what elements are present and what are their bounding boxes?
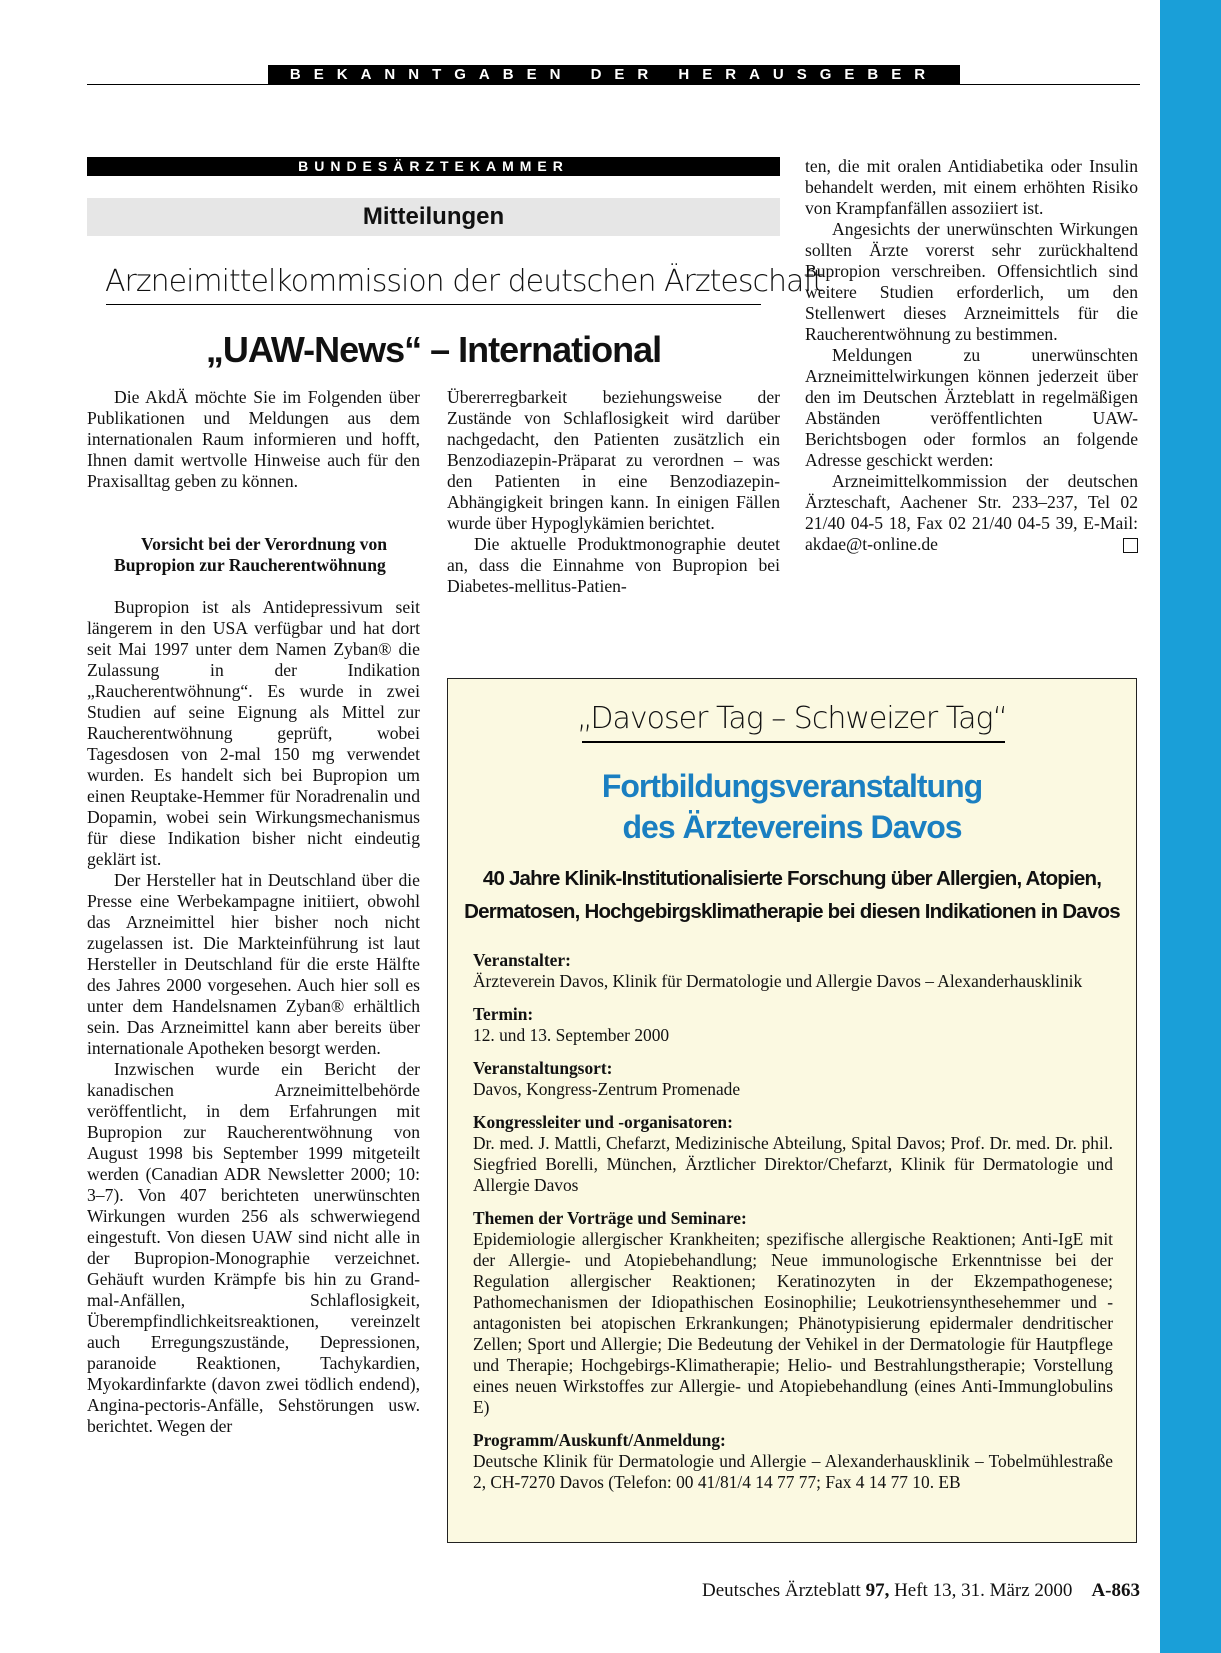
davos-subheadline-line-2: Dermatosen, Hochgebirgsklimatherapie bei diesen Indikationen in Davos <box>464 900 1120 923</box>
davos-subheadline <box>447 862 1137 928</box>
info-text: Davos, Kongress-Zentrum Promenade <box>473 1079 741 1099</box>
article-paragraph-3: Inzwischen wurde ein Bericht der kanadischen Arzneimittelbehörde veröffentlicht, in dem Erfahrungen mit Bupropion zur Raucherentwöhnung von August 1998 bis September 1999 mitgeteilt werden (Canadian ADR Newsletter 2000; 10: 3–7). Von 407 berichteten unerwünschten Wirkungen wurden 256 als schwerwiegend eingestuft. Von diesen UAW sind nicht alle in der Bupropion-Monographie verzeichnet. Gehäuft wurden Krämpfe bis hin zu Grand-mal-Anfällen, Schlaflosigkeit, Überempfindlichkeitsreaktionen, vereinzelt auch Erregungszustände, Depressionen, paranoide Reaktionen, Tachykardien, Myokardinfarkte (davon zwei tödlich endend), Angina-pectoris-Anfälle, Sehstörungen usw. berichtet. Wegen der <box>87 1059 420 1436</box>
article-subhead: Vorsicht bei der Verordnung von Bupropion zur Raucherentwöhnung <box>114 534 388 575</box>
article-paragraph-8: Meldungen zu unerwünschten Arzneimittelwirkungen können jederzeit über den im Deutschen Ärzteblatt in regelmäßigen Abständen veröffentlichten UAW-Berichtsbogen oder formlos an folgende Adresse geschickt werden: <box>805 345 1138 470</box>
article-column-1 <box>87 387 420 1437</box>
davos-headline-line-2: des Ärztevereins Davos <box>622 809 962 845</box>
davos-subheadline-line-1: 40 Jahre Klinik-Institutionalisierte Forschung über Allergien, Atopien, <box>482 867 1102 890</box>
mitteilungen-heading: Mitteilungen <box>87 198 780 236</box>
footer-page-number: A-863 <box>1091 1580 1140 1601</box>
info-label: Veranstalter: <box>473 950 571 970</box>
info-text: Dr. med. J. Mattli, Chefarzt, Medizinische Abteilung, Spital Davos; Prof. Dr. med. Dr. phil. Siegfried Borelli, München, Ärztlicher Direktor/Chefarzt, Klinik für Dermatologie und Allergie Davos <box>473 1133 1113 1195</box>
article-paragraph-6: ten, die mit oralen Antidiabetika oder Insulin behandelt werden, mit einem erhöhten Risiko von Krampfanfällen assoziiert ist. <box>805 156 1138 218</box>
article-paragraph-2: Der Hersteller hat in Deutschland über die Presse eine Werbekampagne initiiert, obwohl das Arzneimittel hier bisher noch nicht zugelassen ist. Die Markteinführung ist laut Hersteller in Deutschland für die erste Hälfte des Jahres 2000 vorgesehen. Auch hier soll es unter dem Handelsnamen Zyban® erhältlich sein. Das Arzneimittel kann aber bereits über internationale Apotheken besorgt werden. <box>87 870 420 1058</box>
article-paragraph-9 <box>805 471 1138 555</box>
section-kammer-bar: BUNDESÄRZTEKAMMER <box>87 157 780 176</box>
article-column-3 <box>805 156 1138 555</box>
info-label: Veranstaltungsort: <box>473 1058 613 1078</box>
info-label: Kongressleiter und -organisatoren: <box>473 1112 733 1132</box>
info-text: Ärzteverein Davos, Klinik für Dermatologie und Allergie Davos – Alexanderhausklinik <box>473 971 1083 991</box>
info-label: Termin: <box>473 1004 534 1024</box>
article-paragraph-4: Übererregbarkeit beziehungsweise der Zustände von Schlaflosigkeit wird darüber nachgedacht, den Patienten zusätzlich ein Benzodiazepin-Präparat zu verordnen – was den Patienten in eine Benzodiazepin-Abhängigkeit bringen kann. In einigen Fällen wurde über Hypoglykämien berichtet. <box>447 387 780 533</box>
footer-journal: Deutsches Ärzteblatt <box>702 1580 861 1601</box>
davos-title-rule <box>582 741 1005 743</box>
intro-paragraph: Die AkdÄ möchte Sie im Folgenden über Publikationen und Meldungen aus dem internationalen Raum informieren und hofft, Ihnen damit wertvolle Hinweise auch für den Praxisalltag geben zu können. <box>87 387 420 491</box>
info-text: Epidemiologie allergischer Krankheiten; spezifische allergische Reaktionen; Anti-IgE mit der Allergie- und Atopiebehandlung; Neue immunologische Erkenntnisse bei der Regulation allergischer Reaktionen; Keratinozyten in der Ekzempathogenese; Pathomechanismen der Idiopathischen Eosinophilie; Leukotriensynthesehemmer und -antagonisten bei atopischen Erkrankungen; Phänotypisierung epidermaler dendritischer Zellen; Sport und Allergie; Die Bedeutung der Vehikel in der Dermatologie für Hautpflege und Therapie; Hochgebirgs-Klimatherapie; Helio- und Bestrahlungstherapie; Vorstellung eines neuen Wirkstoffes zur Allergie- und Atopiebehandlung (eines Anti-Immunglobulins E) <box>473 1229 1113 1417</box>
davos-headline-line-1: Fortbildungsveranstaltung <box>601 768 983 804</box>
contact-address: Arzneimittelkommission der deutschen Ärzteschaft, Aachener Str. 233–237, Tel 02 21/40 04-5 18, Fax 02 21/40 04-5 39, E-Mail: akdae@t-online.de <box>805 471 1138 554</box>
info-label: Programm/Auskunft/Anmeldung: <box>473 1430 726 1450</box>
footer-issue: Heft 13, 31. März 2000 <box>894 1580 1073 1601</box>
article-paragraph-7: Angesichts der unerwünschten Wirkungen sollten Ärzte vorerst sehr zurückhaltend Bupropion verschreiben. Offensichtlich sind weitere Studien erforderlich, um den Stellenwert dieses Arzneimittels für die Raucherentwöhnung zu bestimmen. <box>805 219 1138 344</box>
article-column-2 <box>447 387 780 597</box>
kommission-heading: Arzneimittelkommission der deutschen Ärzteschaft <box>105 264 824 299</box>
davos-headline <box>447 766 1137 848</box>
end-mark-icon <box>1123 538 1138 553</box>
info-text: 12. und 13. September 2000 <box>473 1025 670 1045</box>
davos-info-list <box>473 950 1113 1505</box>
article-title: „UAW-News“ – International <box>205 329 662 370</box>
info-text: Deutsche Klinik für Dermatologie und Allergie – Alexanderhausklinik – Tobelmühlestraße 2, CH-7270 Davos (Telefon: 00 41/81/4 14 77 77; Fax 4 14 77 10. EB <box>473 1451 1113 1492</box>
info-label: Themen der Vorträge und Seminare: <box>473 1208 747 1228</box>
side-color-bar <box>1160 0 1221 1653</box>
header-label: BEKANNTGABEN DER HERAUSGEBER <box>268 65 960 85</box>
kommission-rule <box>106 304 761 305</box>
page-footer <box>620 1578 1140 1604</box>
article-paragraph-1: Bupropion ist als Antidepressivum seit längerem in den USA verfügbar und hat dort seit Mai 1997 unter dem Namen Zyban® die Zulassung in der Indikation „Raucherentwöhnung“. Es wurde in zwei Studien auf seine Eignung als Mittel zur Raucherentwöhnung geprüft, wobei Tagesdosen von 2-mal 150 mg verwendet wurden. Es handelt sich bei Bupropion um einen Reuptake-Hemmer für Noradrenalin und Dopamin, wobei sein Wirkungsmechanismus für diese Indikation bisher nicht eindeutig geklärt ist. <box>87 597 420 869</box>
article-paragraph-5: Die aktuelle Produktmonographie deutet an, dass die Einnahme von Bupropion bei Diabetes-mellitus-Patien- <box>447 534 780 596</box>
davos-title: „Davoser Tag – Schweizer Tag“ <box>576 701 1008 736</box>
footer-volume: 97, <box>865 1580 890 1601</box>
